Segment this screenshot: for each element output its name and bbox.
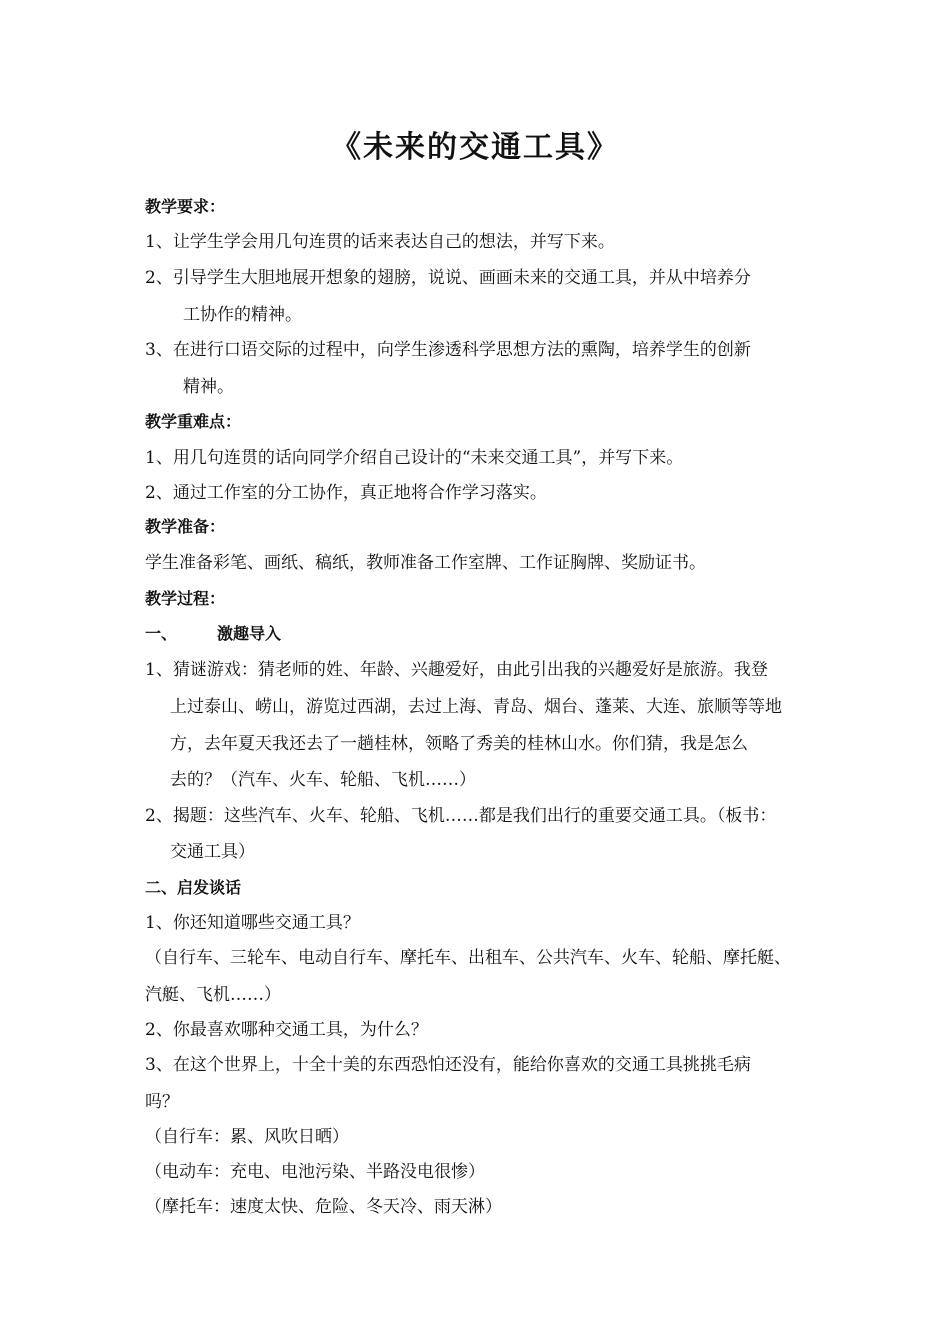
part-1-item-2-line-2: 交通工具） (170, 842, 255, 862)
process-heading: 教学过程： (145, 589, 226, 608)
process-part-1-heading (145, 622, 815, 646)
process-part-1-number: 一、 (145, 624, 178, 643)
requirement-item-3-line-2: 精神。 (183, 377, 234, 397)
part-1-item-2-line-1: 2、揭题：这些汽车、火车、轮船、飞机……都是我们出行的重要交通工具。（板书： (145, 806, 777, 826)
part-1-item-1-line-4: 去的？（汽车、火车、轮船、飞机……） (170, 770, 476, 790)
part-2-answer-electric: （电动车：充电、电池污染、半路没电很惨） (145, 1162, 485, 1182)
part-1-item-1-line-1: 1、猜谜游戏：猜老师的姓、年龄、兴趣爱好，由此引出我的兴趣爱好是旅游。我登 (145, 660, 768, 680)
requirements-heading: 教学要求： (145, 197, 226, 216)
part-2-item-3-line-1: 3、在这个世界上，十全十美的东西恐怕还没有，能给你喜欢的交通工具挑挑毛病 (145, 1055, 751, 1075)
part-1-item-1-line-2: 上过泰山、崂山，游览过西湖，去过上海、青岛、烟台、蓬莱、大连、旅顺等等地 (170, 697, 782, 717)
part-2-answer-bicycle: （自行车：累、风吹日晒） (145, 1127, 349, 1147)
page-title: 《未来的交通工具》 (331, 130, 619, 165)
preparation-text: 学生准备彩笔、画纸、稿纸，教师准备工作室牌、工作证胸牌、奖励证书。 (145, 553, 706, 573)
process-part-1-title: 激趣导入 (217, 624, 282, 643)
part-2-item-1-answer-line-1: （自行车、三轮车、电动自行车、摩托车、出租车、公共汽车、火车、轮船、摩托艇、 (145, 948, 791, 968)
part-1-item-1-line-3: 方，去年夏天我还去了一趟桂林，领略了秀美的桂林山水。你们猜，我是怎么 (170, 734, 748, 754)
part-2-answer-motorcycle: （摩托车：速度太快、危险、冬天冷、雨天淋） (145, 1197, 502, 1217)
process-part-2-heading: 二、启发谈话 (145, 878, 242, 897)
part-2-item-3-line-2: 吗？ (145, 1092, 179, 1112)
requirement-item-2-line-1: 2、引导学生大胆地展开想象的翅膀，说说、画画未来的交通工具，并从中培养分 (145, 268, 751, 288)
part-2-item-1: 1、你还知道哪些交通工具？ (145, 913, 360, 933)
requirement-item-2-line-2: 工协作的精神。 (183, 305, 302, 325)
part-2-item-2: 2、你最喜欢哪种交通工具，为什么？ (145, 1020, 428, 1040)
requirement-item-3-line-1: 3、在进行口语交际的过程中，向学生渗透科学思想方法的熏陶，培养学生的创新 (145, 340, 751, 360)
key-points-heading: 教学重难点： (145, 412, 242, 431)
key-point-item-1: 1、用几句连贯的话向同学介绍自己设计的“未来交通工具”，并写下来。 (145, 448, 684, 468)
part-2-item-1-answer-line-2: 汽艇、飞机……） (145, 985, 281, 1005)
requirement-item-1: 1、让学生学会用几句连贯的话来表达自己的想法，并写下来。 (145, 232, 615, 252)
preparation-heading: 教学准备： (145, 517, 226, 536)
key-point-item-2: 2、通过工作室的分工协作，真正地将合作学习落实。 (145, 483, 547, 503)
